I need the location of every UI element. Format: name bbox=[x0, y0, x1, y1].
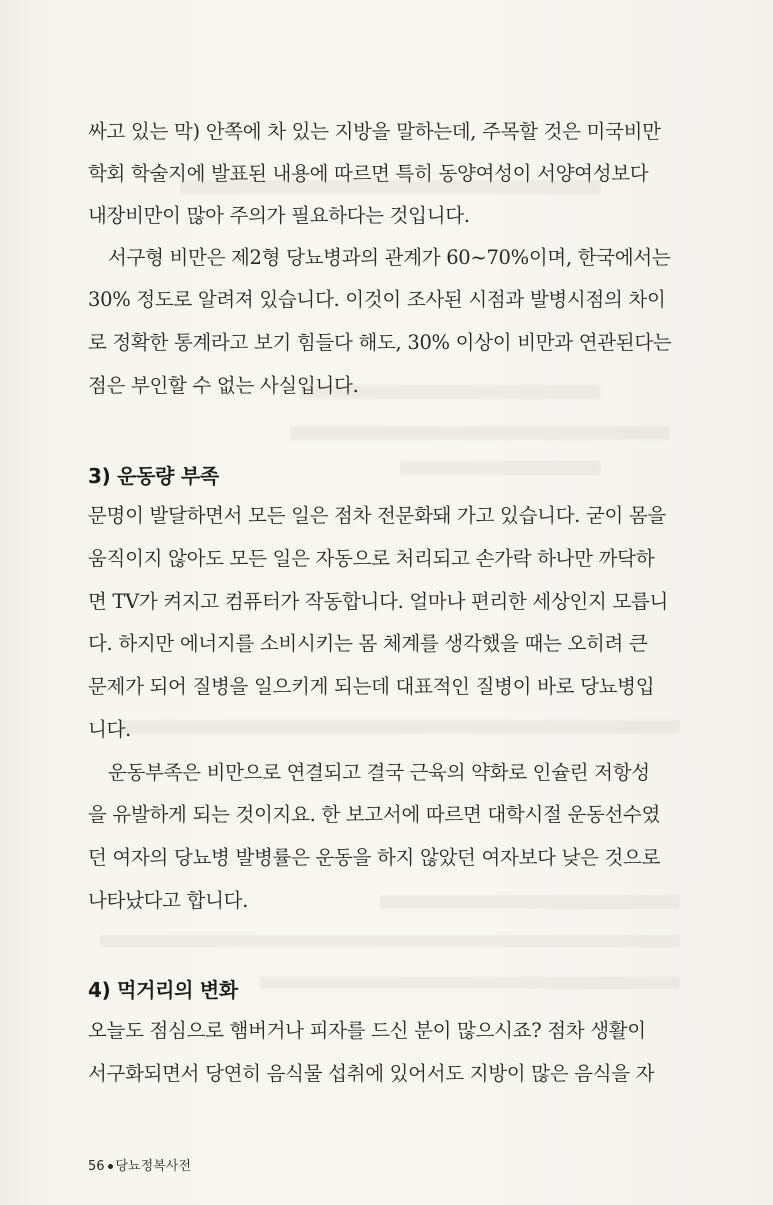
page-footer bbox=[88, 1155, 191, 1174]
section-heading: 3) 운동량 부족 bbox=[88, 464, 219, 488]
paragraph-line: 서구화되면서 당연히 음식물 섭취에 있어서도 지방이 많은 음식을 자 bbox=[88, 1062, 655, 1085]
paragraph-line: 서구형 비만은 제2형 당뇨병과의 관계가 60~70%이며, 한국에서는 bbox=[108, 246, 671, 269]
paragraph-line: 움직이지 않아도 모든 일은 자동으로 처리되고 손가락 하나만 까닥하 bbox=[88, 547, 655, 570]
paragraph-line: 나타났다고 합니다. bbox=[88, 889, 249, 912]
paragraph-line: 로 정확한 통계라고 보기 힘들다 해도, 30% 이상이 비만과 연관된다는 bbox=[88, 331, 672, 354]
paragraph-line: 내장비만이 많아 주의가 필요하다는 것입니다. bbox=[88, 204, 470, 227]
bullet-icon bbox=[108, 1164, 113, 1169]
paragraph-line: 오늘도 점심으로 햄버거나 피자를 드신 분이 많으시죠? 점차 생활이 bbox=[88, 1019, 646, 1042]
paragraph-line: 학회 학술지에 발표된 내용에 따르면 특히 동양여성이 서양여성보다 bbox=[88, 162, 649, 185]
paragraph-line: 운동부족은 비만으로 연결되고 결국 근육의 약화로 인슐린 저항성 bbox=[108, 761, 650, 784]
section-heading: 4) 먹거리의 변화 bbox=[88, 978, 238, 1002]
paragraph-line: 을 유발하게 되는 것이지요. 한 보고서에 따르면 대학시절 운동선수였 bbox=[88, 803, 661, 826]
paragraph-line: 점은 부인할 수 없는 사실입니다. bbox=[88, 374, 359, 397]
page-number: 56 bbox=[88, 1159, 105, 1174]
paragraph-line: 니다. bbox=[88, 718, 131, 741]
paragraph-line: 30% 정도로 알려져 있습니다. 이것이 조사된 시점과 발병시점의 차이 bbox=[88, 288, 666, 311]
paragraph-line: 면 TV가 켜지고 컴퓨터가 작동합니다. 얼마나 편리한 세상인지 모릅니 bbox=[88, 590, 669, 613]
paragraph-line: 싸고 있는 막) 안쪽에 차 있는 지방을 말하는데, 주목할 것은 미국비만 bbox=[88, 120, 661, 143]
bleed-through-shadow bbox=[290, 426, 670, 440]
paragraph-line: 문명이 발달하면서 모든 일은 점차 전문화돼 가고 있습니다. 굳이 몸을 bbox=[88, 504, 667, 527]
bleed-through-shadow bbox=[400, 461, 600, 475]
paragraph-line: 던 여자의 당뇨병 발병률은 운동을 하지 않았던 여자보다 낮은 것으로 bbox=[88, 846, 661, 869]
paragraph-line: 문제가 되어 질병을 일으키게 되는데 대표적인 질병이 바로 당뇨병입 bbox=[88, 675, 655, 698]
bleed-through-shadow bbox=[260, 977, 680, 989]
book-title: 당뇨정복사전 bbox=[115, 1159, 191, 1174]
bleed-through-shadow bbox=[100, 935, 680, 947]
paragraph-line: 다. 하지만 에너지를 소비시키는 몸 체계를 생각했을 때는 오히려 큰 bbox=[88, 632, 648, 655]
